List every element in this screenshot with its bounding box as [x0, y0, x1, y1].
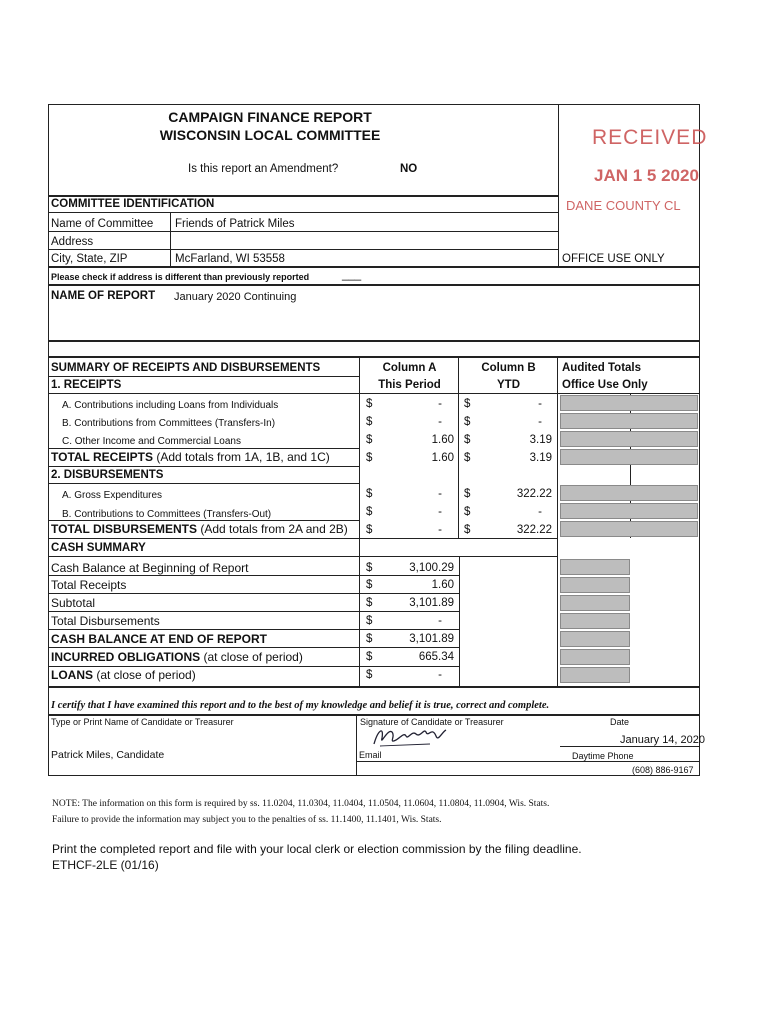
cash-end-dollar: $: [366, 633, 373, 645]
disb-b-col-b: -: [538, 506, 542, 518]
rule: [48, 629, 459, 630]
rule: [48, 647, 459, 648]
column-b-sub: YTD: [497, 379, 520, 391]
rule: [48, 556, 558, 557]
audit-box: [560, 521, 698, 537]
receipt-c-col-b: 3.19: [529, 434, 552, 446]
city-value: McFarland, WI 53558: [175, 253, 285, 265]
disb-b-dollar-a: $: [366, 506, 373, 518]
note-line-1: NOTE: The information on this form is required by ss. 11.0204, 11.0304, 11.0404, 11.0504, 11.0604, 11.0804, 11.0904, Wis. Stats.: [52, 799, 550, 809]
cash-disb-label: Total Disbursements: [51, 614, 160, 628]
type-name-label: Type or Print Name of Candidate or Treasurer: [51, 717, 234, 727]
receipt-c-dollar-b: $: [464, 434, 471, 446]
rule: [48, 611, 459, 612]
total-disbursements: [51, 522, 348, 536]
incurred-obligations: [51, 650, 303, 664]
cash-end-label: CASH BALANCE AT END OF REPORT: [51, 632, 267, 646]
total-disb-col-b: 322.22: [516, 524, 552, 536]
phone-value: (608) 886-9167: [632, 765, 694, 775]
rule: [48, 448, 360, 449]
note-line-2: Failure to provide the information may subject you to the penalties of ss. 11.1400, 11.1401, Wis. Stats.: [52, 815, 442, 825]
disb-b-dollar-b: $: [464, 506, 471, 518]
receipt-c-col-a: 1.60: [431, 434, 454, 446]
candidate-name: Patrick Miles, Candidate: [51, 749, 165, 761]
committee-name-value: Friends of Patrick Miles: [175, 218, 295, 230]
cash-begin-value: 3,100.29: [409, 562, 454, 574]
rule: [356, 761, 700, 762]
committee-name-label: Name of Committee: [51, 218, 154, 230]
office-use-only: OFFICE USE ONLY: [562, 253, 665, 265]
summary-title: SUMMARY OF RECEIPTS AND DISBURSEMENTS: [51, 362, 321, 374]
disb-b-col-a: -: [438, 506, 442, 518]
rule: [48, 538, 558, 539]
disbursements-title: 2. DISBURSEMENTS: [51, 469, 164, 481]
loans: [51, 668, 196, 682]
total-disb-dollar-b: $: [464, 524, 471, 536]
disb-a-dollar-a: $: [366, 488, 373, 500]
column-a-sub: This Period: [378, 379, 441, 391]
total-disb-dollar-a: $: [366, 524, 373, 536]
rule: [48, 231, 559, 232]
certify-statement: I certify that I have examined this report and to the best of my knowledge and belief it is true, correct and complete.: [51, 700, 550, 711]
form-subtitle: WISCONSIN LOCAL COMMITTEE: [159, 127, 381, 143]
signature-image: [370, 722, 450, 750]
date-value: January 14, 2020: [620, 734, 706, 746]
audit-box: [560, 413, 698, 429]
loans-bold: LOANS: [51, 668, 93, 682]
received-stamp: RECEIVED: [592, 126, 708, 149]
total-receipts-dollar-b: $: [464, 452, 471, 464]
rule: [48, 483, 360, 484]
audit-box: [560, 559, 630, 575]
receipt-a-dollar-a: $: [366, 398, 373, 410]
email-label: Email: [359, 750, 382, 760]
disb-a-col-a: -: [438, 488, 442, 500]
disb-a-dollar-b: $: [464, 488, 471, 500]
report-name-label: NAME OF REPORT: [51, 290, 156, 302]
rule: [48, 666, 459, 667]
total-disb-bold: TOTAL DISBURSEMENTS: [51, 522, 198, 536]
total-receipts-note: (Add totals from 1A, 1B, and 1C): [153, 450, 330, 464]
audit-box: [560, 667, 630, 683]
rule: [48, 714, 700, 716]
address-label: Address: [51, 236, 94, 248]
receipt-a-label: A. Contributions including Loans from Individuals: [62, 400, 279, 411]
rule: [48, 575, 459, 576]
incurred-note: (at close of period): [200, 650, 303, 664]
receipt-c-dollar-a: $: [366, 434, 373, 446]
rule: [48, 376, 360, 377]
office-use-divider: [558, 104, 559, 266]
receipt-a-col-b: -: [538, 398, 542, 410]
rule: [48, 212, 559, 213]
cash-receipts-label: Total Receipts: [51, 578, 127, 592]
amendment-answer: NO: [400, 163, 418, 175]
receipt-a-col-a: -: [438, 398, 442, 410]
rule: [459, 556, 460, 686]
incurred-dollar: $: [366, 651, 373, 663]
rule: [356, 714, 357, 776]
date-label: Date: [610, 717, 630, 727]
address-check-note: Please check if address is different than previously reported: [51, 272, 310, 282]
cash-begin-dollar: $: [366, 562, 373, 574]
cash-receipts-value: 1.60: [431, 579, 454, 591]
disb-b-label: B. Contributions to Committees (Transfers-Out): [62, 509, 272, 520]
form-id: ETHCF-2LE (01/16): [52, 858, 159, 872]
audit-box: [560, 631, 630, 647]
address-check-blank: ___: [342, 269, 362, 281]
rule: [557, 356, 558, 686]
received-stamp-county: DANE COUNTY CL: [566, 198, 681, 213]
audit-box: [560, 649, 630, 665]
amendment-question: Is this report an Amendment?: [188, 163, 339, 175]
cash-subtotal-value: 3,101.89: [409, 597, 454, 609]
disb-a-label: A. Gross Expenditures: [62, 490, 163, 501]
rule: [458, 356, 459, 538]
audit-box: [560, 449, 698, 465]
column-b-title: Column B: [481, 362, 536, 374]
phone-label: Daytime Phone: [572, 751, 634, 761]
city-label: City, State, ZIP: [51, 253, 128, 265]
rule: [48, 249, 559, 250]
cash-begin-label: Cash Balance at Beginning of Report: [51, 561, 249, 575]
incurred-bold: INCURRED OBLIGATIONS: [51, 650, 201, 664]
receipt-c-label: C. Other Income and Commercial Loans: [62, 436, 241, 447]
received-stamp-date: JAN 1 5 2020: [594, 166, 699, 185]
cash-disb-value: -: [438, 615, 442, 627]
total-receipts-dollar-a: $: [366, 452, 373, 464]
loans-dollar: $: [366, 669, 373, 681]
column-a-title: Column A: [382, 362, 437, 374]
cash-receipts-dollar: $: [366, 579, 373, 591]
cash-disb-dollar: $: [366, 615, 373, 627]
rule: [48, 520, 360, 521]
signature-label: Signature of Candidate or Treasurer: [360, 717, 504, 727]
total-receipts-col-b: 3.19: [529, 452, 552, 464]
total-receipts: [51, 450, 330, 464]
receipt-b-dollar-b: $: [464, 416, 471, 428]
rule: [48, 686, 700, 688]
report-name-value: January 2020 Continuing: [174, 291, 297, 303]
disb-a-col-b: 322.22: [516, 488, 552, 500]
loans-note: (at close of period): [93, 668, 196, 682]
audited-title: Audited Totals: [562, 362, 642, 374]
rule: [48, 356, 700, 358]
receipt-a-dollar-b: $: [464, 398, 471, 410]
incurred-value: 665.34: [418, 651, 454, 663]
rule: [48, 266, 700, 268]
rule: [48, 593, 459, 594]
rule: [170, 212, 171, 266]
audited-sub: Office Use Only: [562, 379, 648, 391]
receipt-b-col-b: -: [538, 416, 542, 428]
audit-box: [560, 595, 630, 611]
audit-box: [560, 431, 698, 447]
cash-subtotal-dollar: $: [366, 597, 373, 609]
audit-box: [560, 395, 698, 411]
total-disb-note: (Add totals from 2A and 2B): [197, 522, 348, 536]
cash-end-value: 3,101.89: [409, 633, 454, 645]
audit-box: [560, 613, 630, 629]
receipts-title: 1. RECEIPTS: [51, 379, 122, 391]
cash-subtotal-label: Subtotal: [51, 596, 96, 610]
receipt-b-label: B. Contributions from Committees (Transfers-In): [62, 418, 276, 429]
rule: [48, 466, 360, 467]
rule: [48, 284, 700, 286]
committee-section-title: COMMITTEE IDENTIFICATION: [51, 198, 215, 210]
rule: [560, 746, 700, 747]
receipt-b-col-a: -: [438, 416, 442, 428]
rule: [48, 340, 700, 342]
audit-box: [560, 577, 630, 593]
rule: [48, 393, 700, 394]
total-receipts-col-a: 1.60: [431, 452, 454, 464]
total-disb-col-a: -: [438, 524, 442, 536]
form-title: CAMPAIGN FINANCE REPORT: [168, 109, 372, 125]
total-receipts-bold: TOTAL RECEIPTS: [51, 450, 154, 464]
cash-summary-title: CASH SUMMARY: [51, 542, 146, 554]
audit-box: [560, 503, 698, 519]
receipt-b-dollar-a: $: [366, 416, 373, 428]
loans-value: -: [438, 669, 442, 681]
print-instruction: Print the completed report and file with your local clerk or election commission by the filing deadline.: [52, 842, 582, 856]
rule: [359, 356, 360, 686]
audit-box: [560, 485, 698, 501]
